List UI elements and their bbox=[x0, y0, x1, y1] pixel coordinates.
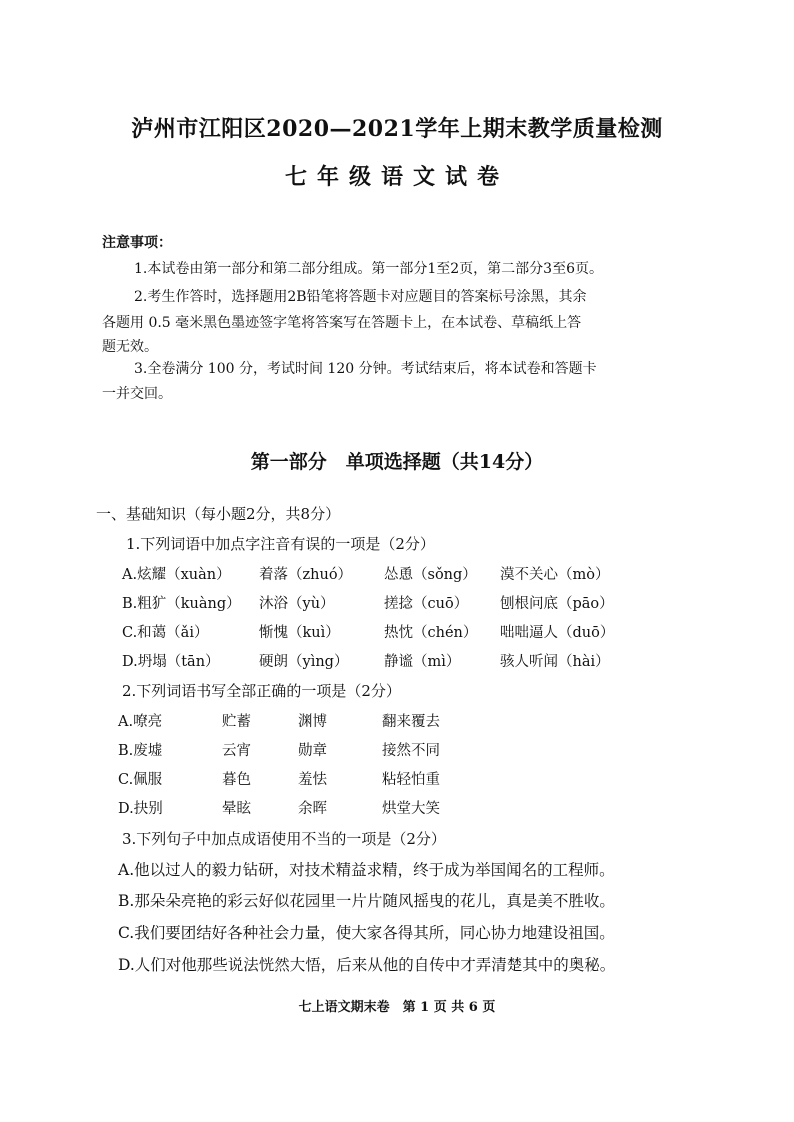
q2-option-a-word-1: A.嘹亮 bbox=[118, 714, 163, 730]
q1-option-b-word-2: 沐浴（yù） bbox=[259, 596, 335, 612]
q2-option-d-word-4: 烘堂大笑 bbox=[382, 801, 440, 817]
q2-option-d-word-3: 余晖 bbox=[298, 801, 327, 817]
q1-option-b-word-1: B.粗犷（kuàng） bbox=[122, 596, 241, 612]
q2-option-a-word-4: 翻来覆去 bbox=[382, 714, 440, 730]
q1-option-c-word-1: C.和蔼（ǎi） bbox=[122, 625, 209, 641]
exam-subtitle: 七年级语文试卷 bbox=[284, 164, 509, 190]
q2-option-b-word-1: B.废墟 bbox=[118, 743, 163, 759]
q3-option-d: D.人们对他那些说法恍然大悟，后来从他的自传中才弄清楚其中的奥秘。 bbox=[118, 956, 616, 974]
q1-option-c-word-3: 热忱（chén） bbox=[384, 625, 478, 641]
q3-option-a: A.他以过人的毅力钻研，对技术精益求精，终于成为举国闻名的工程师。 bbox=[118, 861, 615, 879]
notice-line: 题无效。 bbox=[102, 339, 158, 355]
q1-option-a-word-4: 漠不关心（mò） bbox=[500, 567, 610, 583]
notice-line: 一并交回。 bbox=[102, 386, 172, 402]
q2-option-b-word-3: 勋章 bbox=[298, 743, 327, 759]
q1-option-b-word-4: 刨根问底（pāo） bbox=[500, 596, 614, 612]
q2-option-c-word-3: 羞怯 bbox=[298, 772, 327, 788]
question-1-stem: 1.下列词语中加点字注音有误的一项是（2分） bbox=[126, 535, 435, 553]
q1-option-a-word-1: A.炫耀（xuàn） bbox=[122, 567, 231, 583]
q2-option-b-word-4: 接然不同 bbox=[382, 743, 440, 759]
q1-option-b-word-3: 搓捻（cuō） bbox=[384, 596, 469, 612]
notice-line: 3.全卷满分 100 分，考试时间 120 分钟。考试结束后，将本试卷和答题卡 bbox=[134, 361, 597, 377]
question-3-stem: 3.下列句子中加点成语使用不当的一项是（2分） bbox=[122, 830, 446, 848]
q3-option-c: C.我们要团结好各种社会力量，使大家各得其所，同心协力地建设祖国。 bbox=[118, 924, 615, 942]
notice-line: 2.考生作答时，选择题用2B铅笔将答题卡对应题目的答案标号涂黑，其余 bbox=[134, 289, 587, 305]
notice-line: 各题用 0.5 毫米黑色墨迹签字笔将答案写在答题卡上，在本试卷、草稿纸上答 bbox=[102, 315, 582, 331]
question-2-stem: 2.下列词语书写全部正确的一项是（2分） bbox=[122, 682, 401, 700]
notice-heading: 注意事项： bbox=[102, 235, 172, 251]
q3-option-b: B.那朵朵亮艳的彩云好似花园里一片片随风摇曳的花儿，真是美不胜收。 bbox=[118, 892, 615, 910]
q1-option-d-word-4: 骇人听闻（hài） bbox=[500, 654, 610, 670]
q1-option-a-word-3: 怂恿（sǒng） bbox=[384, 567, 477, 583]
q2-option-c-word-2: 暮色 bbox=[222, 772, 251, 788]
notice-line: 1.本试卷由第一部分和第二部分组成。第一部分1至2页，第二部分3至6页。 bbox=[134, 261, 603, 277]
q2-option-c-word-1: C.佩服 bbox=[118, 772, 163, 788]
exam-title: 泸州市江阳区2020—2021学年上期末教学质量检测 bbox=[131, 116, 663, 142]
part-heading: 一、基础知识（每小题2分，共8分） bbox=[96, 505, 341, 523]
q2-option-a-word-2: 贮蓄 bbox=[222, 714, 251, 730]
section-title: 第一部分 单项选择题（共14分） bbox=[250, 451, 544, 473]
q1-option-d-word-1: D.坍塌（tān） bbox=[122, 654, 220, 670]
q1-option-d-word-3: 静谧（mì） bbox=[384, 654, 461, 670]
q1-option-d-word-2: 硬朗（yìng） bbox=[259, 654, 349, 670]
q2-option-c-word-4: 粘轻怕重 bbox=[382, 772, 440, 788]
q1-option-c-word-4: 咄咄逼人（duō） bbox=[500, 625, 615, 641]
page-footer: 七上语文期末卷 第 1 页 共 6 页 bbox=[298, 1000, 496, 1015]
q1-option-c-word-2: 惭愧（kuì） bbox=[259, 625, 340, 641]
q2-option-d-word-2: 晕眩 bbox=[222, 801, 251, 817]
q2-option-b-word-2: 云宵 bbox=[222, 743, 251, 759]
q2-option-d-word-1: D.抉别 bbox=[118, 801, 163, 817]
q2-option-a-word-3: 渊博 bbox=[298, 714, 327, 730]
q1-option-a-word-2: 着落（zhuó） bbox=[259, 567, 353, 583]
